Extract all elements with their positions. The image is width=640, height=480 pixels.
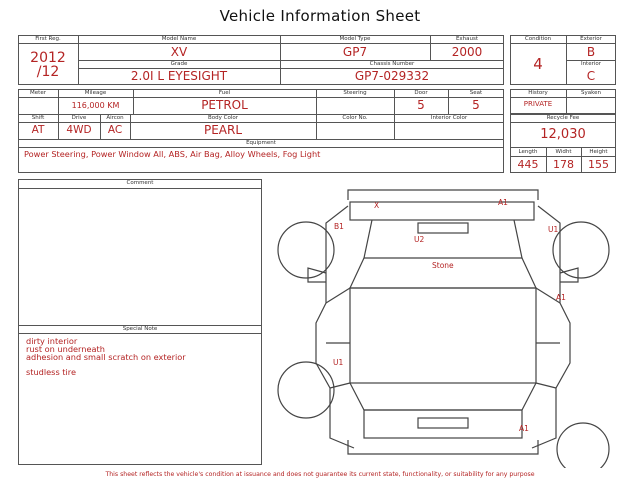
interior-color-label: Interior Color xyxy=(430,115,468,121)
mileage-value: 116,000 KM xyxy=(71,101,120,110)
first-reg-label: First Reg. xyxy=(35,36,61,42)
first-reg-value-month: /12 xyxy=(36,64,60,80)
exhaust-value: 2000 xyxy=(451,45,483,59)
length-label: Length xyxy=(518,149,538,155)
door-label: Door xyxy=(414,90,428,96)
special-note-line: studless tire xyxy=(26,367,77,377)
car-diagram xyxy=(268,178,618,468)
damage-mark-a1-side: A1 xyxy=(556,293,566,302)
front-bumper xyxy=(348,190,538,200)
condition-value: 4 xyxy=(533,55,543,73)
aircon-value: AC xyxy=(107,124,123,136)
right-side xyxy=(532,206,570,448)
width-label: Widht xyxy=(555,149,572,155)
right-door-line xyxy=(536,288,560,388)
chassis-label: Chassis Number xyxy=(369,61,415,67)
grade-value: 2.0I L EYESIGHT xyxy=(130,69,228,83)
damage-mark-a1-front: A1 xyxy=(498,198,508,207)
roof xyxy=(350,288,536,383)
model-type-value: GP7 xyxy=(342,45,368,59)
hood xyxy=(364,220,522,258)
first-reg-value-year: 2012 xyxy=(30,50,66,66)
length-value: 445 xyxy=(517,158,539,171)
recycle-fee-label: Recycle Fee xyxy=(546,115,580,121)
fuel-value: PETROL xyxy=(201,98,248,112)
special-note-line: dirty interior xyxy=(26,336,78,346)
left-side xyxy=(316,206,354,448)
sheet-title: Vehicle Information Sheet xyxy=(219,7,421,25)
damage-mark-x: X xyxy=(374,201,380,210)
comment-panel xyxy=(18,179,262,465)
shift-label: Shift xyxy=(31,115,45,121)
damage-mark-stone: Stone xyxy=(432,261,454,270)
height-label: Height xyxy=(589,149,608,155)
special-note-line: adhesion and small scratch on exterior xyxy=(26,352,186,362)
special-note-line: rust on underneath xyxy=(26,344,105,354)
shift-value: AT xyxy=(31,124,45,136)
damage-mark-u1-right: U1 xyxy=(548,225,559,234)
exterior-label: Exterior xyxy=(580,36,602,42)
aircon-label: Aircon xyxy=(106,115,124,121)
interior-value: C xyxy=(586,69,596,83)
left-mirror xyxy=(308,268,326,282)
condition-label: Condition xyxy=(524,36,552,42)
rear-window xyxy=(350,383,536,410)
equipment-value: Power Steering, Power Window All, ABS, Air Bag, Alloy Wheels, Fog Light xyxy=(24,149,321,159)
body-color-label: Body Color xyxy=(208,115,238,121)
disclaimer-footer: This sheet reflects the vehicle's condition at issuance and does not guarantee its current state, functionality, or suitability for any purpose xyxy=(105,471,535,478)
interior-label: Interior xyxy=(580,61,602,67)
door-value: 5 xyxy=(417,98,425,112)
exterior-value: B xyxy=(586,45,596,59)
width-value: 178 xyxy=(553,158,574,171)
rear-plate xyxy=(418,418,468,428)
special-note-label: Special Note xyxy=(122,326,158,332)
front-plate xyxy=(418,223,468,233)
seat-label: Seat xyxy=(469,90,483,96)
model-name-label: Model Name xyxy=(161,36,197,42)
wheel-front-right xyxy=(553,222,609,278)
model-name-value: XV xyxy=(170,45,188,59)
syaken-label: Syaken xyxy=(581,90,601,96)
recycle-fee-value: 12,030 xyxy=(540,127,586,142)
meter-label: Meter xyxy=(30,90,46,96)
grade-label: Grade xyxy=(170,61,188,67)
damage-mark-a1-rear: A1 xyxy=(519,424,529,433)
mileage-label: Mileage xyxy=(84,90,107,96)
left-door-line xyxy=(326,288,350,388)
damage-mark-u2: U2 xyxy=(414,235,425,244)
height-value: 155 xyxy=(588,158,609,171)
equipment-label: Equipment xyxy=(246,140,276,146)
comment-label: Comment xyxy=(126,180,154,186)
damage-mark-u1-left: U1 xyxy=(333,358,344,367)
history-value: PRIVATE xyxy=(523,100,553,108)
seat-value: 5 xyxy=(472,98,480,112)
rear-bumper xyxy=(348,440,538,454)
model-type-label: Model Type xyxy=(339,36,371,42)
drive-label: Drive xyxy=(71,115,87,121)
fuel-label: Fuel xyxy=(218,90,231,96)
steering-label: Steering xyxy=(343,90,367,96)
color-no-label: Color No. xyxy=(342,115,368,121)
exhaust-label: Exhaust xyxy=(455,36,479,42)
history-label: History xyxy=(528,90,548,96)
wheel-spare xyxy=(557,423,609,468)
chassis-value: GP7-029332 xyxy=(354,69,430,83)
wheel-rear-left xyxy=(278,362,334,418)
damage-mark-b1: B1 xyxy=(334,222,344,231)
drive-value: 4WD xyxy=(66,124,92,136)
body-color-value: PEARL xyxy=(203,123,243,137)
tailgate xyxy=(364,410,522,438)
